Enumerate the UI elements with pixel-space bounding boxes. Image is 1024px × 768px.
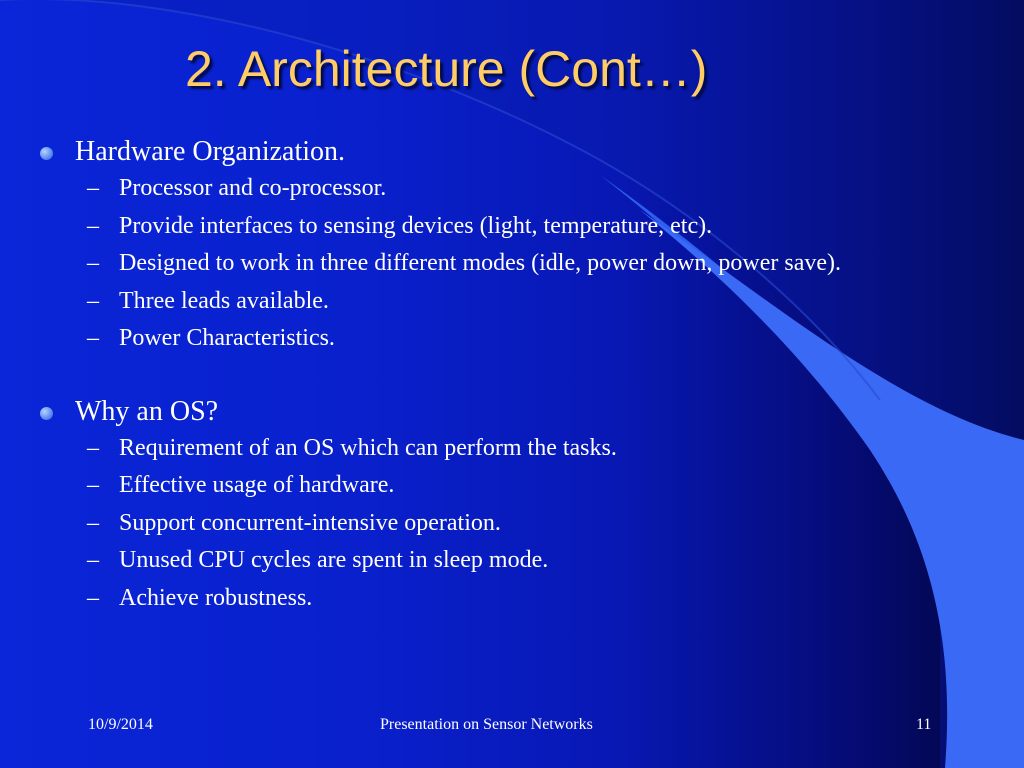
- sub-item: [38, 208, 998, 246]
- footer-presentation-title: Presentation on Sensor Networks: [380, 716, 593, 733]
- footer-date: 10/9/2014: [88, 716, 153, 733]
- sub-item-text: Designed to work in three different modes (idle, power down, power save).: [119, 250, 842, 276]
- sub-item: [38, 430, 998, 468]
- sub-item: [38, 467, 998, 505]
- sub-list: [38, 430, 998, 618]
- bullet-heading: [38, 134, 998, 170]
- sub-item-text: Processor and co-processor.: [119, 175, 387, 201]
- sub-item-text: Unused CPU cycles are spent in sleep mode.: [119, 547, 549, 573]
- dash-icon: –: [87, 509, 99, 536]
- sub-item-text: Achieve robustness.: [119, 584, 313, 611]
- sub-item-text: Power Characteristics.: [119, 325, 335, 351]
- bullet-heading-text: Hardware Organization.: [75, 136, 346, 167]
- dash-icon: –: [87, 547, 99, 573]
- sub-item: [38, 580, 998, 618]
- bullet-heading-text: Why an OS?: [75, 395, 219, 427]
- bullet-heading: [38, 394, 998, 430]
- dash-icon: –: [87, 584, 99, 611]
- dash-icon: –: [87, 434, 99, 461]
- slide-title: 2. Architecture (Cont…): [185, 41, 708, 97]
- sub-item: [38, 505, 998, 543]
- sub-item: [38, 245, 998, 283]
- dash-icon: –: [87, 175, 99, 201]
- footer-page-number: 11: [916, 716, 932, 733]
- slide-content: [38, 134, 998, 653]
- dash-icon: –: [87, 287, 99, 314]
- sub-list: [38, 170, 998, 358]
- section-why-os: [38, 394, 998, 618]
- dash-icon: –: [87, 472, 99, 498]
- dash-icon: –: [87, 212, 99, 239]
- dash-icon: –: [87, 325, 99, 351]
- sub-item-text: Requirement of an OS which can perform the tasks.: [119, 434, 617, 461]
- bullet-dot-icon: [40, 147, 53, 160]
- dash-icon: –: [87, 250, 99, 276]
- section-hardware: [38, 134, 998, 358]
- sub-item: [38, 170, 998, 208]
- sub-item-text: Support concurrent-intensive operation.: [119, 509, 501, 536]
- sub-item-text: Effective usage of hardware.: [119, 472, 395, 498]
- sub-item: [38, 542, 998, 580]
- sub-item: [38, 320, 998, 358]
- sub-item-text: Three leads available.: [119, 287, 329, 314]
- bullet-dot-icon: [40, 407, 53, 420]
- sub-item: [38, 283, 998, 321]
- sub-item-text: Provide interfaces to sensing devices (light, temperature, etc).: [119, 212, 713, 239]
